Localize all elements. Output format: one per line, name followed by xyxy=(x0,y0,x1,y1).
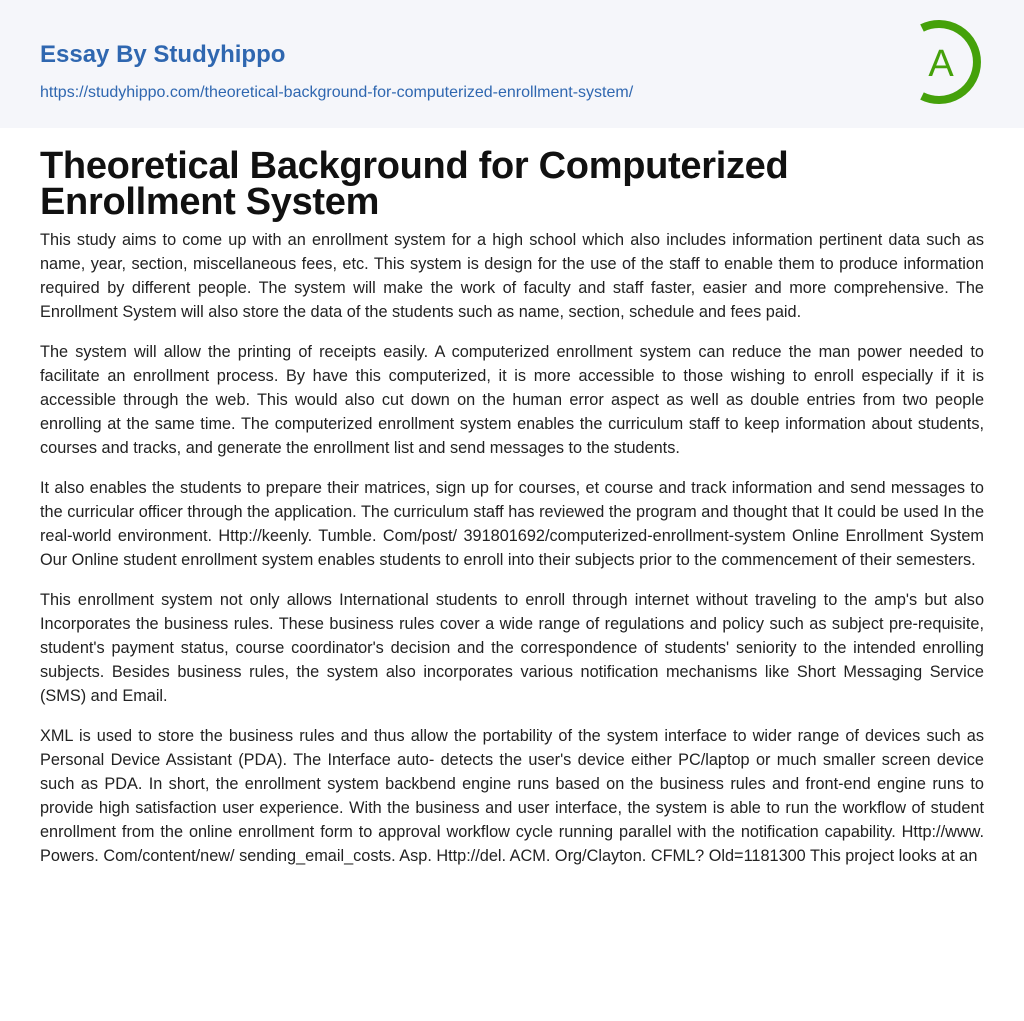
essay-url-link[interactable]: https://studyhippo.com/theoretical-background-for-computerized-enrollment-system/ xyxy=(40,84,634,101)
studyhippo-logo[interactable] xyxy=(910,18,990,106)
paragraph: XML is used to store the business rules and thus allow the portability of the system interface to wider range of devices such as Personal Device Assistant (PDA). The Interface auto- detects the user's device either PC/laptop or much smaller screen device such as PDA. In short, the enrollment system backbend engine runs based on the business rules and front-end engine runs to provide high satisfaction user experience. With the business and user interface, the system is able to run the workflow of student enrollment from the online enrollment form to approval workflow cycle running parallel with the notification capability. Http://www. Powers. Com/content/new/ sending_email_costs. Asp. Http://del. ACM. Org/Clayton. CFML? Old=1181300 This project looks at an xyxy=(40,727,984,865)
paragraph: The system will allow the printing of receipts easily. A computerized enrollment system can reduce the man power needed to facilitate an enrollment process. By have this computerized, it is more accessible to those wishing to enroll especially if it is accessible through the web. This would also cut down on the human error aspect as well as double entries from two people enrolling at the same time. The computerized enrollment system enables the curriculum staff to keep information about students, courses and tracks, and generate the enrollment list and send messages to the students. xyxy=(40,343,984,457)
essay-body xyxy=(40,228,984,884)
logo-arc-icon xyxy=(910,18,990,106)
paragraph: This study aims to come up with an enrollment system for a high school which also includes information pertinent data such as name, year, section, miscellaneous fees, etc. This system is design for the use of the staff to enable them to produce information required by different people. The system will make the work of faculty and staff faster, easier and more comprehensive. The Enrollment System will also store the data of the students such as name, section, schedule and fees paid. xyxy=(40,231,984,321)
site-header xyxy=(0,0,1024,128)
brand-title: Essay By Studyhippo xyxy=(40,41,286,68)
page-title: Theoretical Background for Computerized Enrollment System xyxy=(40,145,789,223)
paragraph: This enrollment system not only allows International students to enroll through internet without traveling to the amp's but also Incorporates the business rules. These business rules cover a wide range of regulations and policy such as subject pre-requisite, student's payment status, course coordinator's decision and the correspondence of students' seniority to the intended enrolling subjects. Besides business rules, the system also incorporates various notification mechanisms like Short Messaging Service (SMS) and Email. xyxy=(40,591,984,705)
paragraph: It also enables the students to prepare their matrices, sign up for courses, et course and track information and send messages to the curricular officer through the application. The curriculum staff has reviewed the program and thought that It could be used In the real-world environment. Http://keenly. Tumble. Com/post/ 391801692/computerized-enrollment-system Online Enrollment System Our Online student enrollment system enables students to enroll into their subjects prior to the commencement of their semesters. xyxy=(40,479,984,569)
logo-letter: A xyxy=(928,43,954,85)
